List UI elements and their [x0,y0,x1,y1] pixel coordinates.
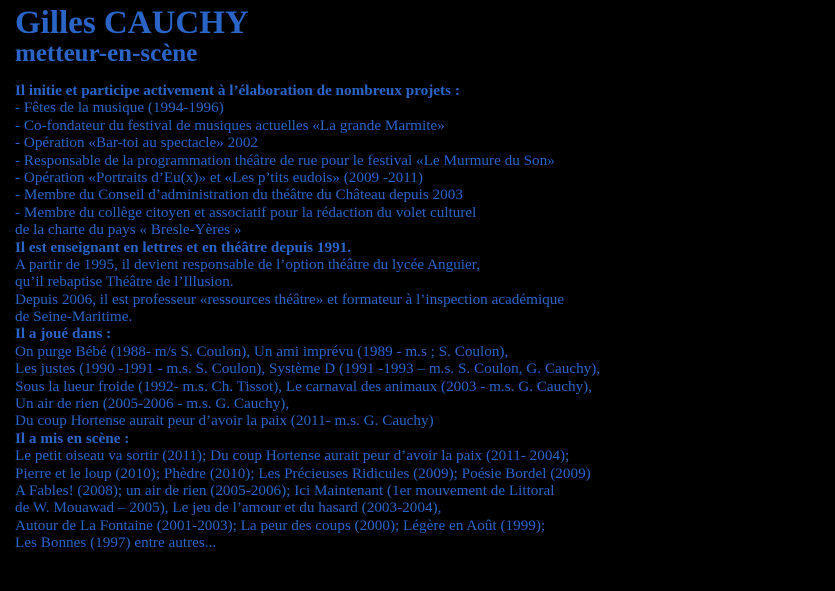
bio-line: A partir de 1995, il devient responsable de l’option théâtre du lycée Anguier, [15,255,481,273]
person-role: metteur-en-scène [15,40,198,67]
bio-line: - Co-fondateur du festival de musiques actuelles «La grande Marmite» [15,116,445,134]
bio-line: qu’il rebaptise Théâtre de l’Illusion. [15,273,234,291]
section-heading: Il a joué dans : [15,325,112,343]
person-name: Gilles CAUCHY [15,5,249,41]
bio-line: Un air de rien (2005-2006 - m.s. G. Cauchy), [15,395,290,413]
bio-line: Les Bonnes (1997) entre autres... [15,534,217,552]
bio-line: Sous la lueur froide (1992- m.s. Ch. Tissot), Le carnaval des animaux (2003 - m.s. G. Cauchy), [15,377,593,395]
bio-line: Le petit oiseau va sortir (2011); Du coup Hortense aurait peur d’avoir la paix (2011- 2004); [15,447,570,465]
section-heading: Il a mis en scène : [15,429,130,447]
bio-line: Les justes (1990 -1991 - m.s. S. Coulon), Système D (1991 -1993 – m.s. S. Coulon, G. Cauchy), [15,360,601,378]
bio-line: - Responsable de la programmation théâtre de rue pour le festival «Le Murmure du Son» [15,151,555,169]
biography [15,82,835,552]
bio-line: - Membre du Conseil d’administration du théâtre du Château depuis 2003 [15,186,463,204]
bio-line: de la charte du pays « Bresle-Yères » [15,221,242,239]
bio-line: Pierre et le loup (2010); Phèdre (2010); Les Précieuses Ridicules (2009); Poésie Bordel (2009) [15,464,591,482]
section-heading: Il initie et participe activement à l’élaboration de nombreux projets : [15,82,460,99]
bio-line: - Membre du collège citoyen et associatif pour la rédaction du volet culturel [15,203,477,221]
section-heading: Il est enseignant en lettres et en théâtre depuis 1991. [15,238,352,256]
bio-line: de W. Mouawad – 2005), Le jeu de l’amour et du hasard (2003-2004), [15,499,442,517]
bio-line: Depuis 2006, il est professeur «ressources théâtre» et formateur à l’inspection académique [15,290,565,308]
bio-line: Du coup Hortense aurait peur d’avoir la paix (2011- m.s. G. Cauchy) [15,412,434,430]
bio-line: A Fables! (2008); un air de rien (2005-2006); Ici Maintenant (1er mouvement de Littoral [15,481,555,499]
bio-line: On purge Bébé (1988- m/s S. Coulon), Un ami imprévu (1989 - m.s ; S. Coulon), [15,342,509,360]
bio-line: - Fêtes de la musique (1994-1996) [15,99,224,117]
bio-line: de Seine-Maritime. [15,308,133,326]
bio-line: Autour de La Fontaine (2001-2003); La peur des coups (2000); Légère en Août (1999); [15,516,546,534]
bio-line: - Opération «Portraits d’Eu(x)» et «Les p’tits eudois» (2009 -2011) [15,168,423,186]
bio-line: - Opération «Bar-toi au spectacle» 2002 [15,134,259,152]
